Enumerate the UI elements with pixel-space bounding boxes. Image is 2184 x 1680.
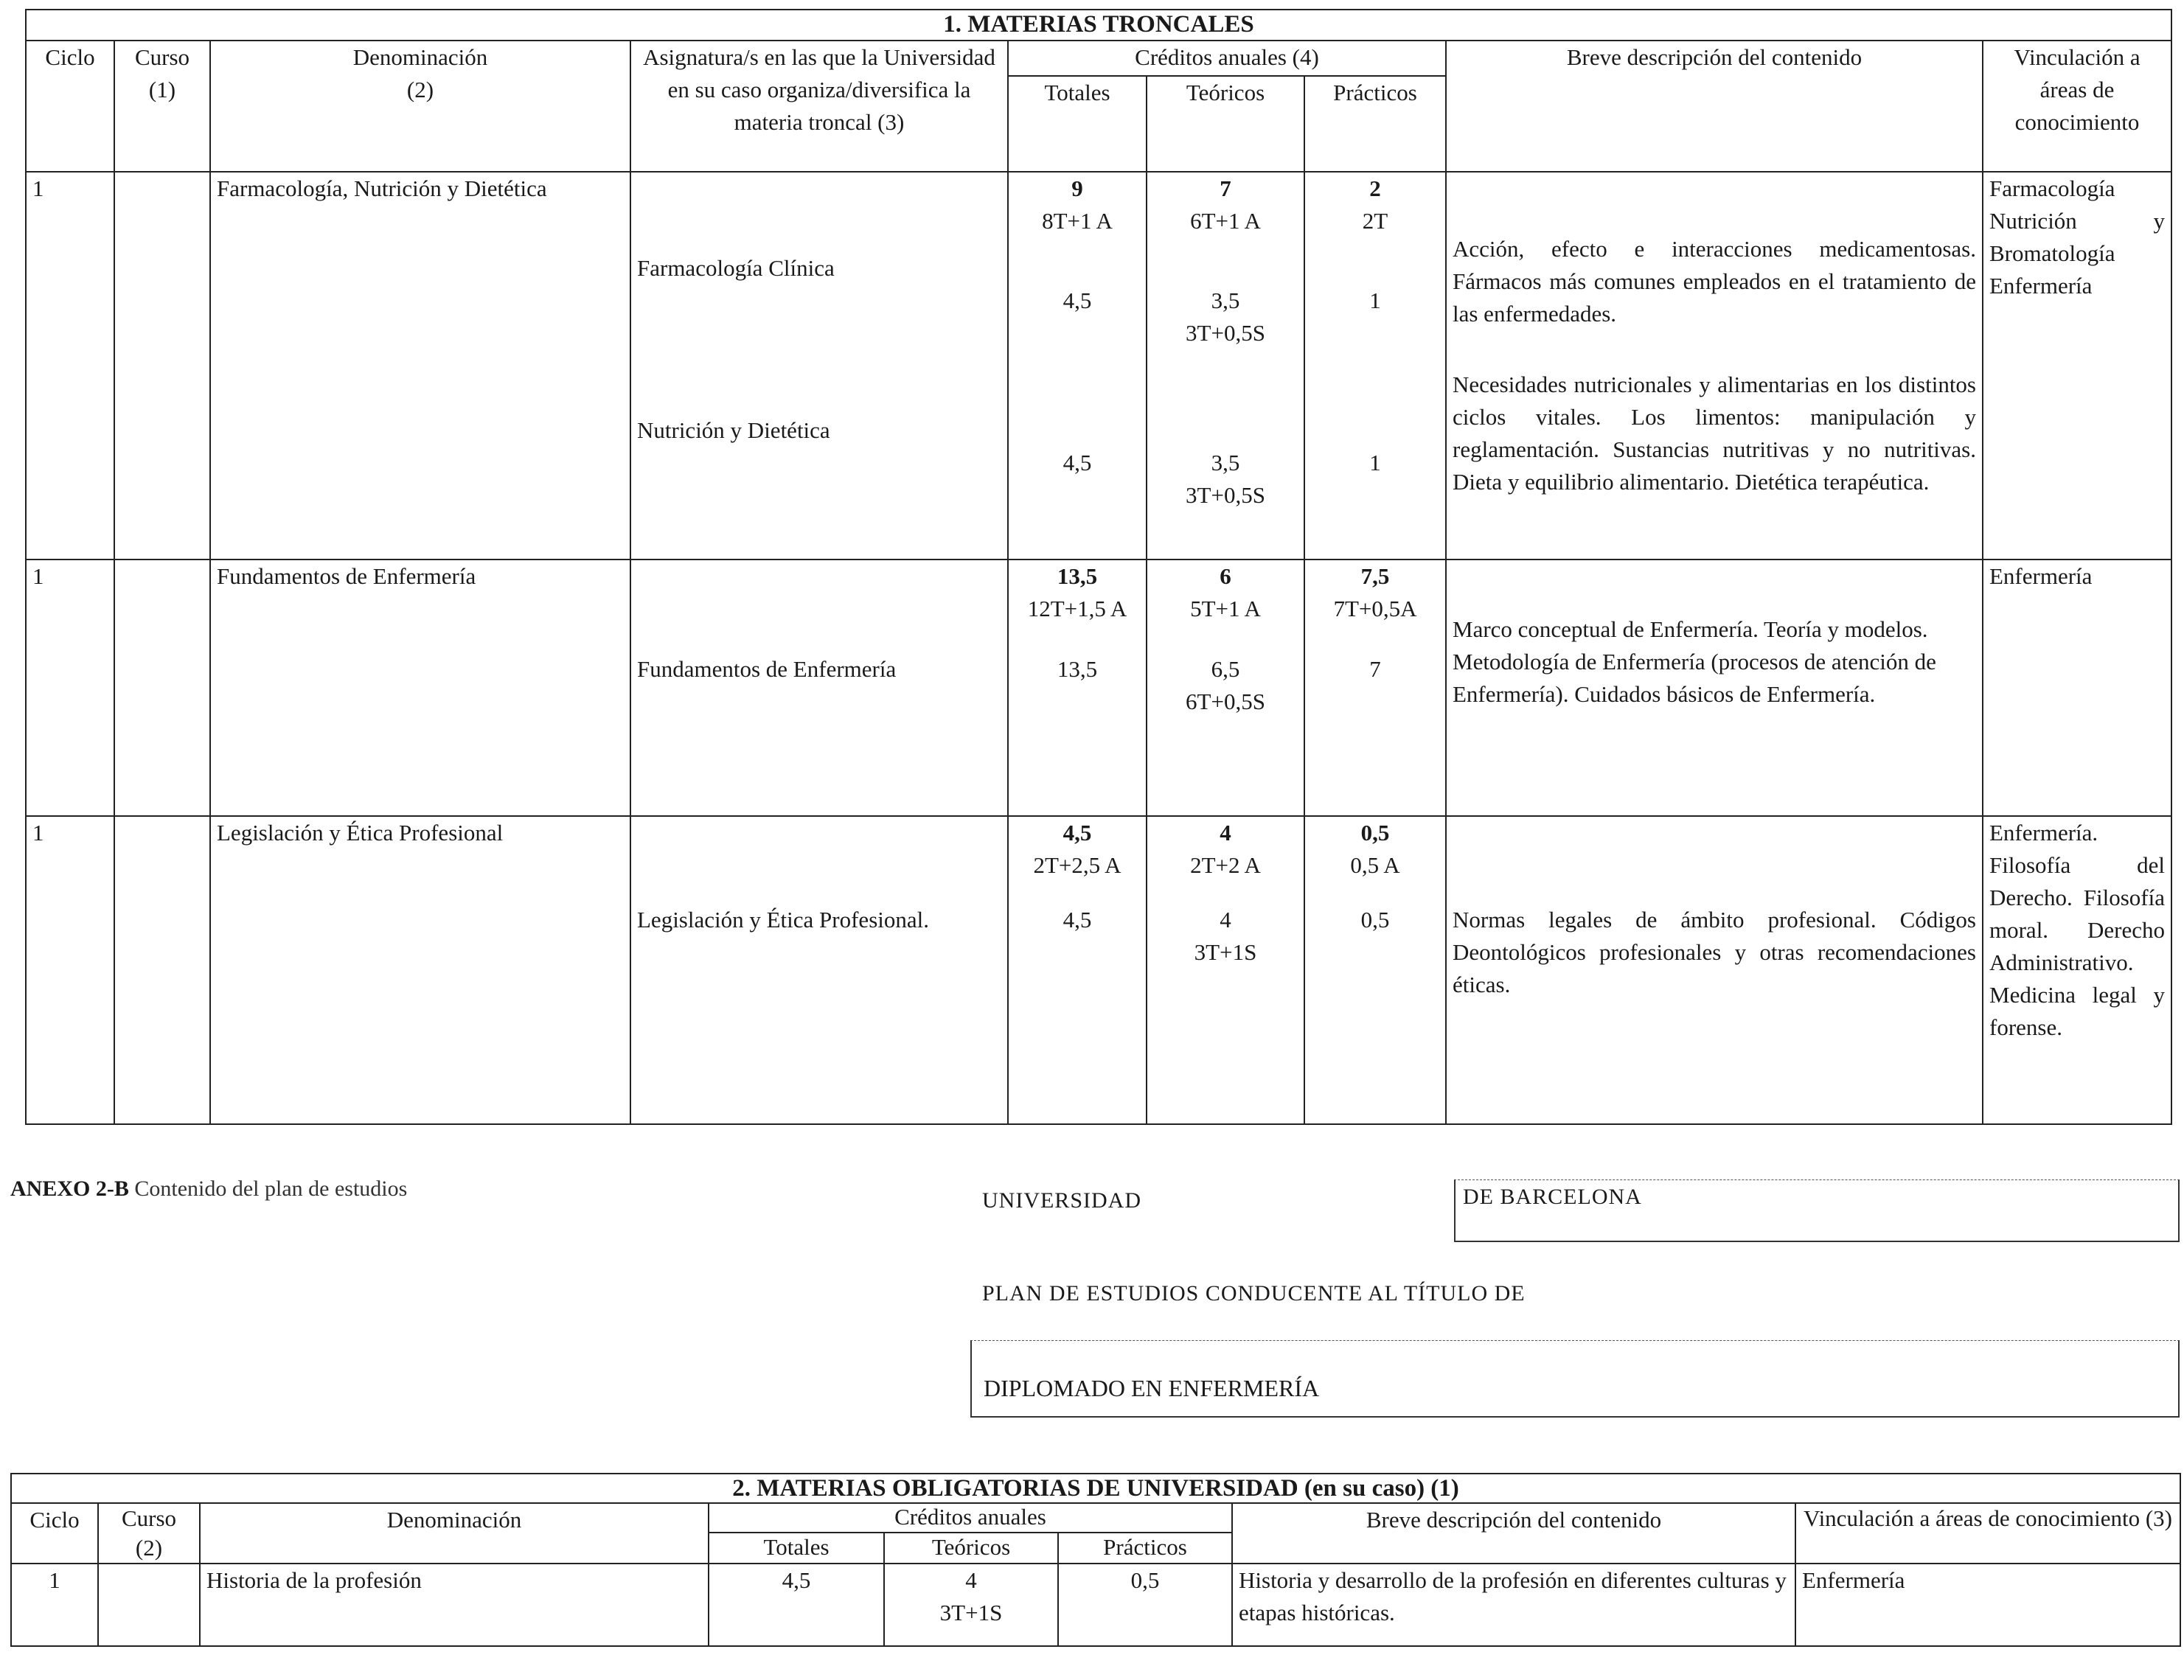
cell-teoricos: 4 2T+2 A 4 3T+1S <box>1147 816 1304 1124</box>
header-descripcion: Breve descripción del contenido <box>1232 1503 1795 1564</box>
subject-name: Farmacología Clínica <box>637 255 835 281</box>
cell-totales: 4,5 <box>709 1564 884 1646</box>
cell-practicos: 0,5 0,5 A 0,5 <box>1304 816 1446 1124</box>
table-row <box>26 172 2171 560</box>
cell-denominacion: Historia de la profesión <box>200 1564 709 1646</box>
cell-denominacion: Fundamentos de Enfermería <box>210 560 630 816</box>
header-creditos: Créditos anuales (4) <box>1008 41 1446 76</box>
header-teoricos: Teóricos <box>884 1533 1058 1564</box>
universidad-label: UNIVERSIDAD <box>982 1188 1141 1213</box>
cell-asignaturas <box>630 172 1008 560</box>
cell-ciclo: 1 <box>11 1564 98 1646</box>
cell-descripcion <box>1446 172 1983 560</box>
subject-name: Legislación y Ética Profesional. <box>637 907 929 933</box>
subject-name: Fundamentos de Enfermería <box>637 656 897 682</box>
cell-asignaturas <box>630 816 1008 1124</box>
titulo-field: DIPLOMADO EN ENFERMERÍA <box>970 1340 2180 1418</box>
table-row <box>26 560 2171 816</box>
table-materias-troncales <box>25 9 2172 1125</box>
cell-descripcion <box>1446 816 1983 1124</box>
cell-ciclo: 1 <box>26 172 114 560</box>
universidad-field: DE BARCELONA <box>1454 1179 2180 1242</box>
cell-teoricos: 4 3T+1S <box>884 1564 1058 1646</box>
header-vinculacion: Vinculación a áreas de conocimiento (3) <box>1795 1503 2180 1564</box>
header-practicos: Prácticos <box>1058 1533 1232 1564</box>
table-row <box>26 816 2171 1124</box>
header-ciclo: Ciclo <box>11 1503 98 1564</box>
cell-asignaturas <box>630 560 1008 816</box>
table2-title: 2. MATERIAS OBLIGATORIAS DE UNIVERSIDAD (en su caso) (1) <box>11 1474 2180 1503</box>
cell-totales: 4,5 2T+2,5 A 4,5 <box>1008 816 1147 1124</box>
plan-label: PLAN DE ESTUDIOS CONDUCENTE AL TÍTULO DE <box>982 1281 1526 1306</box>
table-materias-obligatorias <box>10 1473 2181 1647</box>
annex-label: ANEXO 2-B Contenido del plan de estudios <box>10 1177 408 1201</box>
header-ciclo: Ciclo <box>26 41 114 172</box>
cell-practicos: 2 2T 1 1 <box>1304 172 1446 560</box>
cell-teoricos: 7 6T+1 A 3,5 3T+0,5S 3,5 3T+0,5S <box>1147 172 1304 560</box>
header-asignatura: Asignatura/s en las que la Universidad en su caso organiza/diversifica la materia troncal (3) <box>630 41 1008 172</box>
table1-title: 1. MATERIAS TRONCALES <box>26 10 2171 41</box>
cell-teoricos: 6 5T+1 A 6,5 6T+0,5S <box>1147 560 1304 816</box>
cell-descripcion <box>1446 560 1983 816</box>
cell-ciclo: 1 <box>26 560 114 816</box>
cell-denominacion: Legislación y Ética Profesional <box>210 816 630 1124</box>
cell-curso <box>114 560 210 816</box>
header-denominacion: Denominación <box>200 1503 709 1564</box>
description-text: Marco conceptual de Enfermería. Teoría y modelos. Metodología de Enfermería (procesos de atención de Enfermería). Cuidados básicos de Enfermería. <box>1453 616 1936 707</box>
cell-curso <box>98 1564 200 1646</box>
cell-practicos: 7,5 7T+0,5A 7 <box>1304 560 1446 816</box>
header-totales: Totales <box>709 1533 884 1564</box>
header-creditos: Créditos anuales <box>709 1503 1232 1533</box>
cell-totales: 13,5 12T+1,5 A 13,5 <box>1008 560 1147 816</box>
description-text: Normas legales de ámbito profesional. Códigos Deontológicos profesionales y otras recomendaciones éticas. <box>1453 907 1976 997</box>
description-text: Necesidades nutricionales y alimentarias en los distintos ciclos vitales. Los limentos: manipulación y reglamentación. Sustancias nutritivas y no nutritivas. Dieta y equilibrio alimentario. Dietética terapéutica. <box>1453 372 1976 495</box>
cell-practicos: 0,5 <box>1058 1564 1232 1646</box>
header-curso: Curso (2) <box>98 1503 200 1564</box>
description-text: Acción, efecto e interacciones medicamentosas. Fármacos más comunes empleados en el tratamiento de las enfermedades. <box>1453 236 1976 327</box>
cell-totales: 9 8T+1 A 4,5 4,5 <box>1008 172 1147 560</box>
cell-curso <box>114 816 210 1124</box>
header-curso: Curso (1) <box>114 41 210 172</box>
header-practicos: Prácticos <box>1304 76 1446 172</box>
header-teoricos: Teóricos <box>1147 76 1304 172</box>
cell-areas: Enfermería <box>1983 560 2171 816</box>
cell-areas: Farmacología Nutrición y Bromatología Enfermería <box>1983 172 2171 560</box>
cell-areas: Enfermería <box>1795 1564 2180 1646</box>
header-vinculacion: Vinculación a áreas de conocimiento <box>1983 41 2171 172</box>
table-row <box>11 1564 2180 1646</box>
cell-denominacion: Farmacología, Nutrición y Dietética <box>210 172 630 560</box>
cell-areas: Enfermería. Filosofía del Derecho. Filosofía moral. Derecho Administrativo. Medicina legal y forense. <box>1983 816 2171 1124</box>
cell-descripcion: Historia y desarrollo de la profesión en diferentes culturas y etapas históricas. <box>1232 1564 1795 1646</box>
header-descripcion: Breve descripción del contenido <box>1446 41 1983 172</box>
subject-name: Nutrición y Dietética <box>637 417 830 443</box>
header-totales: Totales <box>1008 76 1147 172</box>
cell-ciclo: 1 <box>26 816 114 1124</box>
cell-curso <box>114 172 210 560</box>
header-denominacion: Denominación (2) <box>210 41 630 172</box>
